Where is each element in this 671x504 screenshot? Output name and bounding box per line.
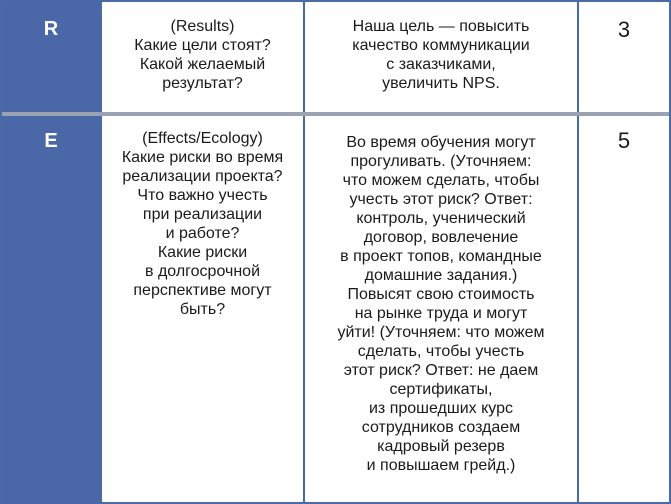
question-text: (Effects/Ecology) Какие риски во время реализации проекта? Что важно учесть при реализации и работе? Какие риски в долгосрочной перспективе могут быть? xyxy=(121,130,284,318)
question-cell xyxy=(100,116,303,504)
question-cell xyxy=(100,2,303,112)
question-text: (Results) Какие цели стоят? Какой желаемый результат? xyxy=(134,18,271,92)
score-value: 3 xyxy=(617,17,631,42)
answer-text: Во время обучения могут прогуливать. (Уточняем: что можем сделать, чтобы учесть этот риск? Ответ: контроль, ученический договор, вовлечение в проект топов, командные домашние задания.) Повысят свою стоимость на рынке труда и могут уйти! (Уточняем: что можем сделать, чтобы учесть этот риск? Ответ: не даем сертификаты, из прошедших курс сотрудников создаем кадровый резерв и повышаем грейд.) xyxy=(337,134,545,474)
score-cell xyxy=(577,116,669,504)
answer-cell xyxy=(303,2,577,112)
score-cell xyxy=(577,2,669,112)
row-letter: R xyxy=(43,18,59,40)
table-row-effects xyxy=(2,116,669,504)
score-value: 5 xyxy=(617,128,631,153)
table-row-results xyxy=(2,2,669,112)
answer-text: Наша цель — повысить качество коммуникации с заказчиками, увеличить NPS. xyxy=(352,18,530,92)
row-letter: E xyxy=(44,130,58,152)
row-letter-cell xyxy=(2,116,100,504)
answer-cell xyxy=(303,116,577,504)
row-letter-cell xyxy=(2,2,100,112)
